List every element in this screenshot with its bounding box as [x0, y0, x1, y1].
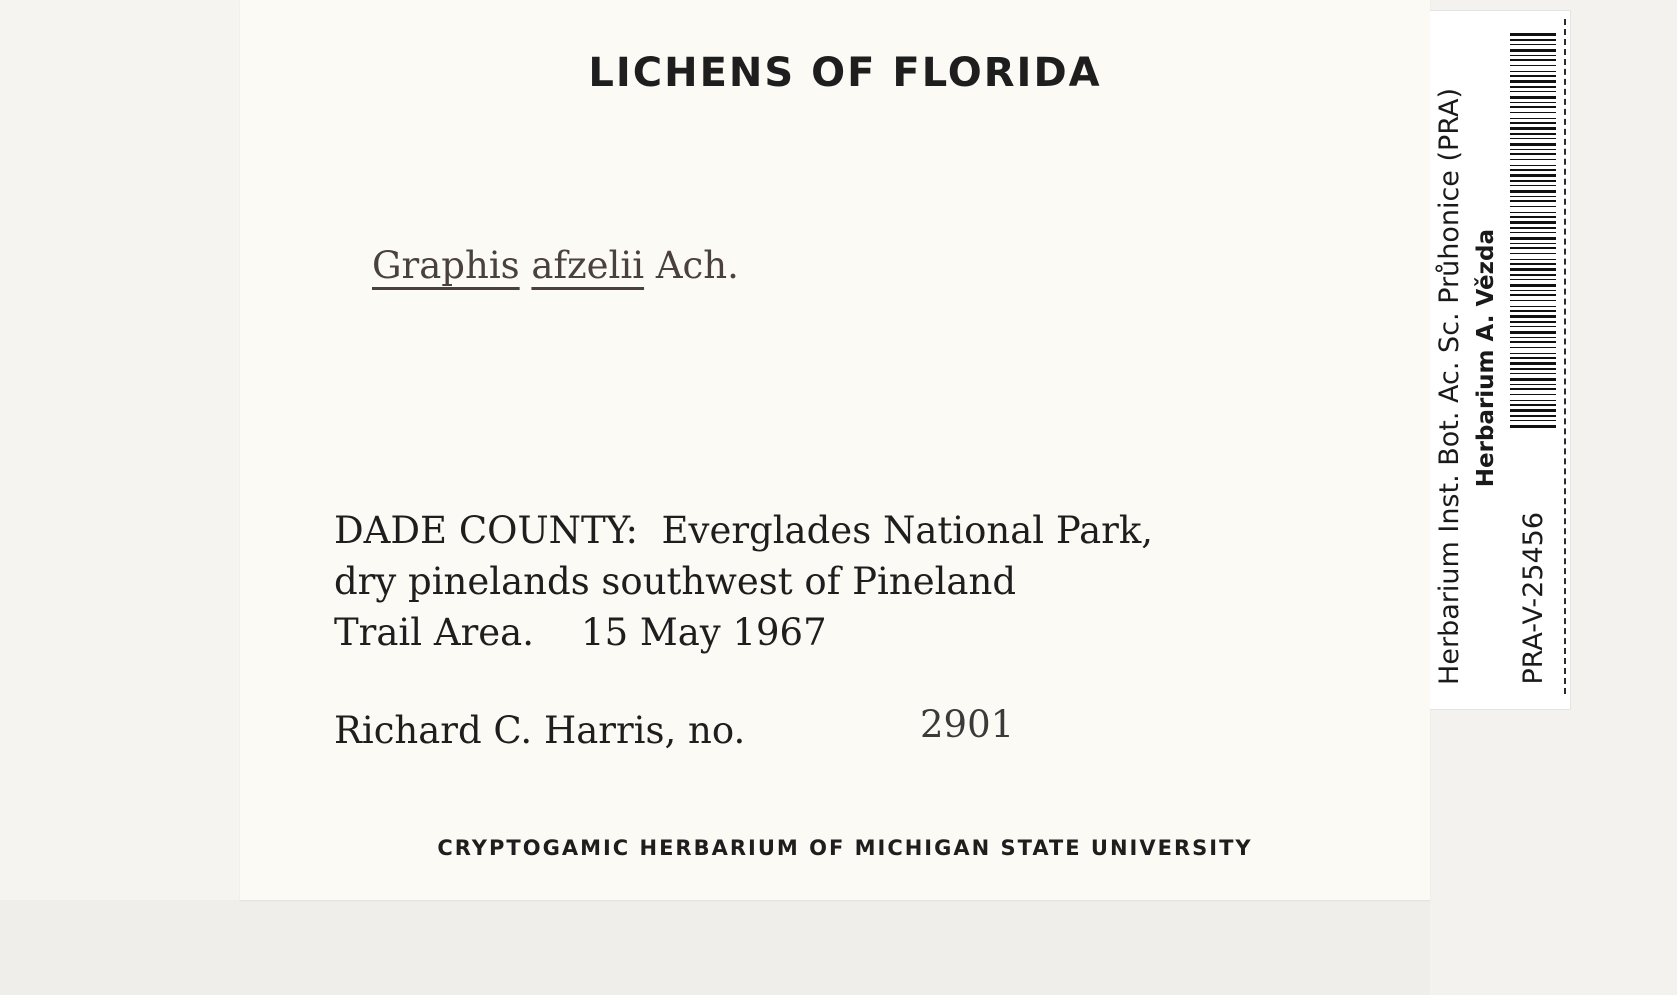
specimen-label [240, 0, 1430, 900]
collector-name: Richard C. Harris, no. [334, 709, 746, 752]
cut-line [1564, 19, 1566, 694]
strip-institution: Herbarium Inst. Bot. Ac. Sc. Průhonice (PRA) [1434, 88, 1465, 685]
locality-line-3: Trail Area. 15 May 1967 [334, 611, 827, 654]
locality-line-2: dry pinelands southwest of Pineland [334, 560, 1017, 603]
barcode-icon [1510, 33, 1556, 428]
herbarium-barcode-strip [1430, 10, 1571, 710]
label-institution: CRYPTOGAMIC HERBARIUM OF MICHIGAN STATE UNIVERSITY [437, 836, 1253, 860]
mount-sheet-bottom [0, 900, 1677, 995]
collector-number: 2901 [920, 703, 1015, 746]
locality-text [334, 505, 1153, 658]
species-name [372, 244, 739, 287]
species-author: Ach. [655, 244, 739, 287]
locality-line-1: DADE COUNTY: Everglades National Park, [334, 509, 1154, 552]
species-epithet: afzelii [531, 244, 645, 287]
strip-collection: Herbarium A. Vězda [1473, 228, 1499, 487]
mount-sheet-left [0, 0, 240, 995]
species-genus: Graphis [372, 244, 520, 287]
label-header: LICHENS OF FLORIDA [588, 50, 1102, 96]
strip-specimen-id: PRA-V-25456 [1518, 512, 1549, 685]
